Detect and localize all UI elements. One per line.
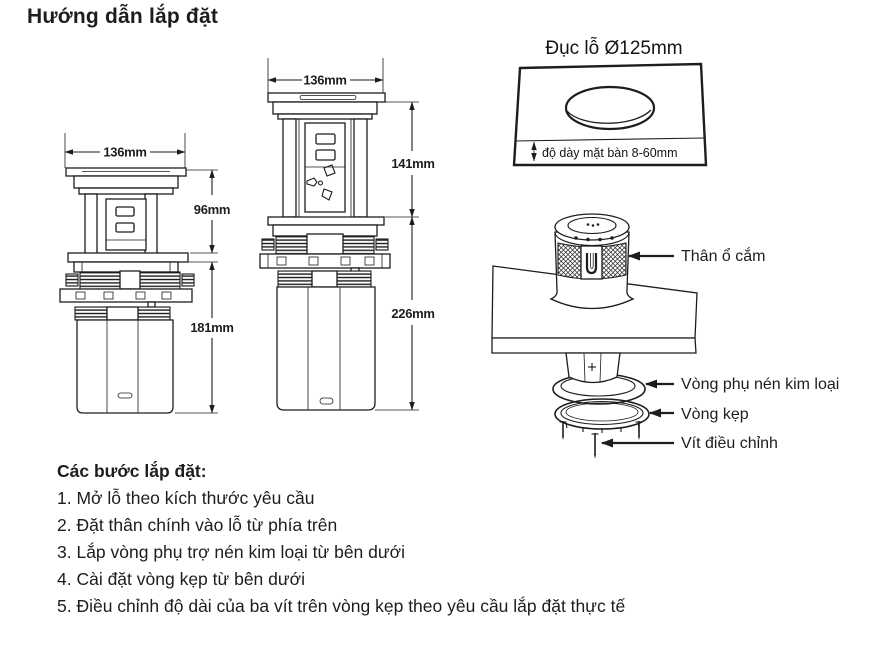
dim-label-height-below: 181mm bbox=[190, 320, 234, 335]
dim-label-height-above: 141mm bbox=[391, 156, 435, 171]
socket-lower-tube bbox=[566, 353, 620, 383]
assembly-drawing bbox=[478, 196, 870, 462]
under-counter-body bbox=[277, 287, 375, 410]
thread-section bbox=[337, 271, 371, 287]
dim-label-width: 136mm bbox=[103, 144, 147, 160]
open-socket-body bbox=[260, 93, 390, 410]
thread-section bbox=[262, 239, 274, 250]
dim-width-open bbox=[268, 58, 383, 98]
label-clamp-ring: Vòng kẹp bbox=[681, 406, 749, 423]
thread-section bbox=[340, 236, 374, 254]
step-item: 4. Cài đặt vòng kẹp từ bên dưới bbox=[57, 569, 305, 589]
open-position-drawing bbox=[255, 55, 470, 425]
label-metal-ring: Vòng phụ nén kim loại bbox=[681, 376, 840, 393]
dim-width-closed bbox=[65, 133, 185, 168]
label-adjust-screw: Vít điều chỉnh bbox=[681, 435, 778, 452]
closed-position-drawing bbox=[52, 125, 242, 435]
dim-label-width: 136mm bbox=[303, 72, 347, 88]
closed-socket-body bbox=[60, 168, 194, 413]
dim-label-height-above: 96mm bbox=[193, 202, 231, 217]
thread-section bbox=[138, 307, 170, 320]
thread-section bbox=[276, 236, 310, 254]
thickness-note: độ dày mặt bàn 8-60mm bbox=[542, 146, 678, 160]
thread-section bbox=[138, 272, 180, 289]
dim-label-height-below: 226mm bbox=[391, 306, 435, 321]
under-counter-body bbox=[77, 320, 173, 413]
installation-steps bbox=[57, 458, 625, 620]
hole-cutout-drawing bbox=[505, 30, 725, 180]
step-item: 3. Lắp vòng phụ trợ nén kim loại từ bên dưới bbox=[57, 542, 405, 562]
label-socket-body: Thân ổ cắm bbox=[681, 248, 766, 265]
thread-section bbox=[66, 274, 78, 286]
step-item: 2. Đặt thân chính vào lỗ từ phía trên bbox=[57, 515, 338, 535]
clamp-ring-profile bbox=[60, 289, 192, 302]
thread-section bbox=[80, 272, 122, 289]
hole-inner-lip bbox=[567, 110, 651, 123]
steps-heading: Các bước lắp đặt: bbox=[57, 461, 207, 481]
page-title: Hướng dẫn lắp đặt bbox=[27, 5, 219, 28]
thread-section bbox=[376, 239, 388, 250]
step-item: 1. Mở lỗ theo kích thước yêu cầu bbox=[57, 488, 315, 508]
step-item: 5. Điều chỉnh độ dài của ba vít trên vòng kẹp theo yêu cầu lắp đặt thực tế bbox=[57, 596, 626, 616]
thread-section bbox=[75, 307, 107, 320]
thread-section bbox=[182, 274, 194, 286]
clamp-ring-profile bbox=[260, 254, 390, 268]
socket-upper-body bbox=[551, 214, 633, 309]
cutout-title: Đục lỗ Ø125mm bbox=[545, 38, 683, 59]
thread-section bbox=[278, 271, 312, 287]
